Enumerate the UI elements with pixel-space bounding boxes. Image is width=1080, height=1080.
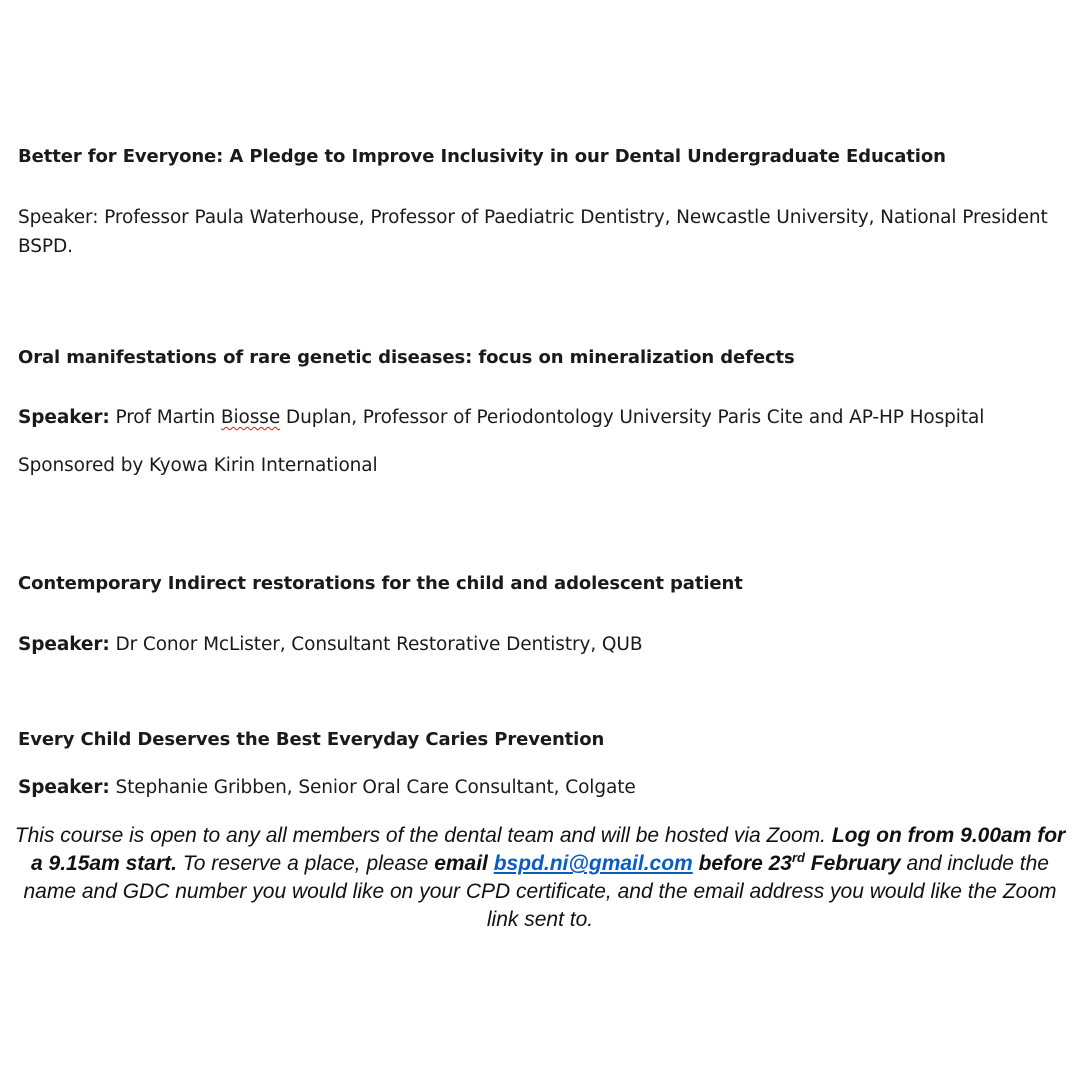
- notice-email-label: email: [434, 852, 488, 875]
- email-link[interactable]: bspd.ni@gmail.com: [493, 852, 693, 875]
- talk-title: Oral manifestations of rare genetic diseases: focus on mineralization defects: [18, 347, 795, 368]
- notice-reserve: To reserve a place, please: [182, 852, 429, 875]
- speaker-line: [18, 403, 1058, 432]
- speaker-label: Speaker:: [18, 407, 110, 428]
- speaker-details: Duplan, Professor of Periodontology University Paris Cite and AP-HP Hospital: [285, 407, 985, 428]
- deadline-prefix: before 23: [698, 852, 792, 875]
- speaker-label: Speaker:: [18, 207, 99, 228]
- speaker-label: Speaker:: [18, 777, 110, 798]
- talk-title: Better for Everyone: A Pledge to Improve Inclusivity in our Dental Undergraduate Education: [18, 146, 946, 167]
- speaker-details: Professor Paula Waterhouse, Professor of Paediatric Dentistry, Newcastle University, National President BSPD.: [18, 207, 1048, 257]
- notice-logon-time: Log on from 9.00am for a 9.15am start.: [31, 824, 1066, 875]
- deadline-month: February: [810, 852, 901, 875]
- registration-notice: [14, 822, 1066, 934]
- spellcheck-flagged-word: Biosse: [220, 407, 281, 428]
- talk-title: Contemporary Indirect restorations for the child and adolescent patient: [18, 573, 743, 594]
- notice-deadline: [699, 852, 901, 875]
- notice-intro: This course is open to any all members of the dental team and will be hosted via Zoom.: [14, 824, 827, 847]
- speaker-details: Dr Conor McLister, Consultant Restorative Dentistry, QUB: [115, 634, 643, 655]
- speaker-name-prefix: Prof Martin: [115, 407, 216, 428]
- speaker-details: Stephanie Gribben, Senior Oral Care Consultant, Colgate: [115, 777, 636, 798]
- speaker-label: Speaker:: [18, 634, 110, 655]
- speaker-line: [18, 773, 1058, 802]
- sponsor-line: Sponsored by Kyowa Kirin International: [18, 455, 378, 476]
- deadline-ordinal: rd: [791, 850, 805, 865]
- talk-title: Every Child Deserves the Best Everyday Caries Prevention: [18, 729, 605, 750]
- speaker-line: [18, 630, 1058, 659]
- speaker-line: [18, 203, 1058, 261]
- notice-instructions: and include the name and GDC number you would like on your CPD certificate, and the email address you would like the Zoom link sent to.: [23, 852, 1057, 931]
